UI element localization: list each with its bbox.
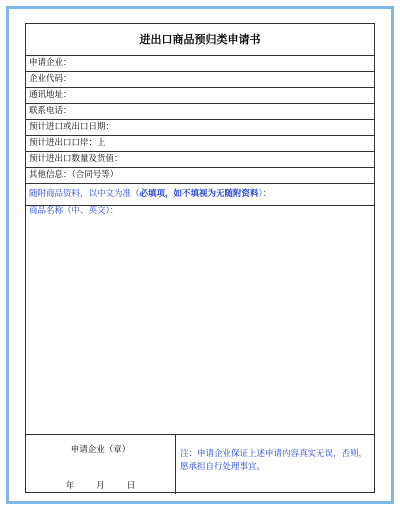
attachment-suffix: ）： [258, 189, 272, 199]
field-import-export-date[interactable]: 预计进口或出口日期： [26, 120, 374, 136]
date-day: 日 [126, 481, 136, 491]
application-form [25, 23, 375, 493]
seal-label: 申请企业（章） [70, 445, 131, 455]
form-fields [26, 55, 374, 206]
date-year: 年 [65, 481, 75, 491]
date-month: 月 [96, 481, 105, 491]
field-applicant[interactable]: 申请企业： [26, 56, 374, 72]
date-line [26, 479, 175, 491]
product-name-area[interactable] [26, 199, 374, 396]
field-company-code[interactable]: 企业代码： [26, 72, 374, 88]
field-port[interactable]: 预计进出口口岸：上 [26, 136, 374, 152]
attachment-required: 必填项，如不填视为无随附资料 [139, 189, 259, 199]
product-name-label: 商品名称（中、英文）： [29, 206, 119, 216]
field-quantity-value[interactable]: 预计进出口数量及货值： [26, 152, 374, 168]
field-other-info[interactable]: 其他信息：（合同号等） [26, 168, 374, 184]
form-title: 进出口商品预归类申请书 [139, 33, 261, 46]
field-address[interactable]: 通讯地址： [26, 88, 374, 104]
field-phone[interactable]: 联系电话： [26, 104, 374, 120]
form-footer [26, 434, 374, 494]
footer-note: 注：申请企业保证上述申请内容真实无误，否则，愿承担自行处理事宜。 [180, 449, 368, 472]
signature-cell [26, 435, 176, 494]
attachment-prefix: 随附商品资料，以中文为准（ [29, 189, 140, 199]
page-frame [6, 6, 394, 504]
